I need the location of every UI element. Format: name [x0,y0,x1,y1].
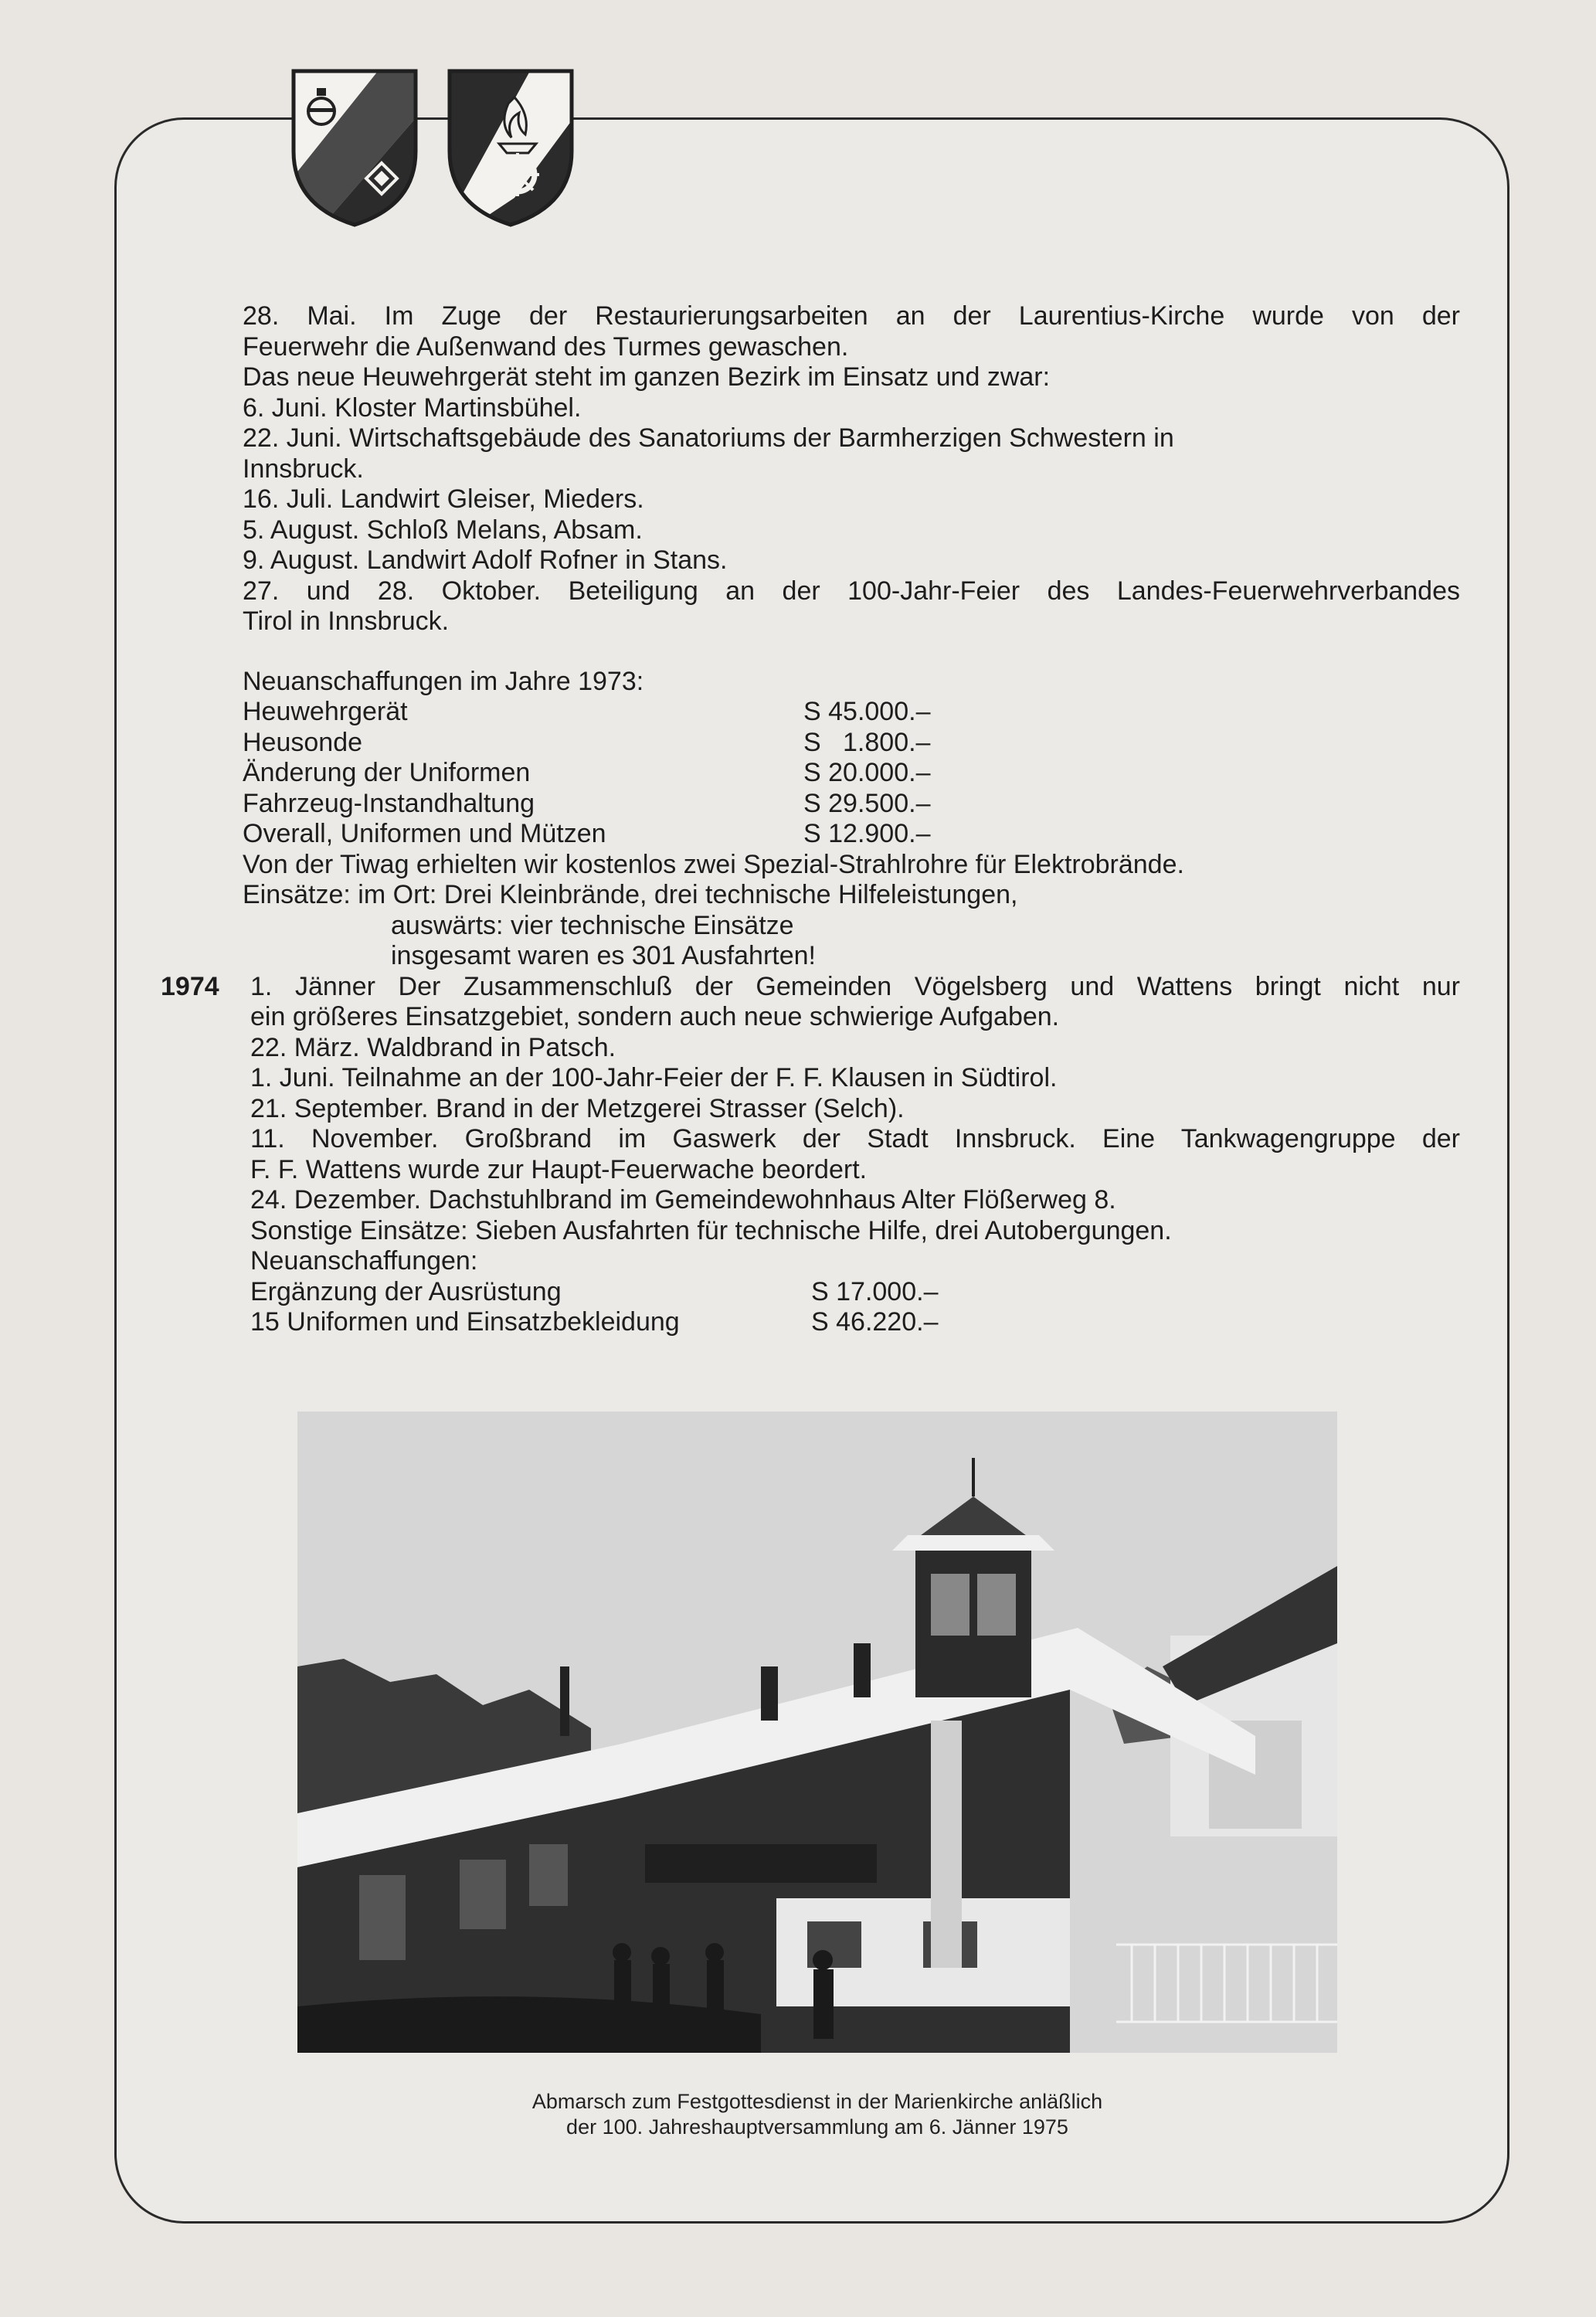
purchase-item: Overall, Uniformen und Mützen [243,819,606,848]
crests [289,66,578,232]
text-line: 1. Juni. Teilnahme an der 100-Jahr-Feier der F. F. Klausen in Südtirol. [250,1063,1058,1092]
purchase-amount: S 45.000.– [803,697,931,726]
text-line: Sonstige Einsätze: Sieben Ausfahrten für technische Hilfe, drei Autobergungen. [250,1215,1172,1245]
purchase-amount: S 29.500.– [803,788,931,818]
purchase-row [243,758,1460,789]
text-line: 28. Mai. Im Zuge der Restaurierungsarbeiten an der Laurentius-Kirche wurde von der [243,301,1460,331]
text-line: Das neue Heuwehrgerät steht im ganzen Bezirk im Einsatz und zwar: [243,362,1051,392]
text-line: 5. August. Schloß Melans, Absam. [243,515,643,545]
text-line: 21. September. Brand in der Metzgerei Strasser (Selch). [250,1093,905,1123]
text-line: 1. Jänner Der Zusammenschluß der Gemeinden Vögelsberg und Wattens bringt nicht nur [250,971,1460,1001]
text-line: ein größeres Einsatzgebiet, sondern auch neue schwierige Aufgaben. [250,1002,1060,1031]
purchase-row [243,819,1460,850]
fire-station-photo [297,1412,1337,2053]
text-line: 9. August. Landwirt Adolf Rofner in Stans. [243,545,728,575]
chronicle-text [161,301,1460,1338]
text-line: 6. Juni. Kloster Martinsbühel. [243,392,582,423]
text-line: 22. März. Waldbrand in Patsch. [250,1032,616,1062]
purchase-row [243,789,1460,820]
section-1974 [161,971,1460,1338]
einsaetze-line: insgesamt waren es 301 Ausfahrten! [391,941,816,970]
text-line: Tirol in Innsbruck. [243,606,450,636]
purchase-item: Fahrzeug-Instandhaltung [243,788,535,818]
purchase-item: Änderung der Uniformen [243,758,531,787]
text-line: F. F. Wattens wurde zur Haupt-Feuerwache beordert. [250,1154,868,1184]
purchase-amount: S 1.800.– [803,727,931,757]
einsaetze-line: auswärts: vier technische Einsätze [391,910,794,940]
purchase-row [250,1307,1460,1338]
tiwag-note: Von der Tiwag erhielten wir kostenlos zwei Spezial-Strahlrohre für Elektrobrände. [243,849,1184,879]
purchases-heading: Neuanschaffungen im Jahre 1973: [243,666,644,696]
purchase-item: 15 Uniformen und Einsatzbekleidung [250,1307,680,1337]
text-line: 11. November. Großbrand im Gaswerk der Stadt Innsbruck. Eine Tankwagengruppe der [250,1124,1460,1153]
fire-wheel-crest-icon [445,66,576,229]
purchase-amount: S 46.220.– [811,1307,939,1337]
text-line: Innsbruck. [243,454,364,484]
text-line: 22. Juni. Wirtschaftsgebäude des Sanatoriums der Barmherzigen Schwestern in [243,423,1174,453]
purchase-row [243,728,1460,759]
caption-line: Abmarsch zum Festgottesdienst in der Marienkirche anläßlich [531,2090,1103,2113]
purchase-amount: S 12.900.– [803,819,931,848]
purchase-item: Heuwehrgerät [243,697,408,726]
purchase-item: Ergänzung der Ausrüstung [250,1276,562,1306]
purchase-amount: S 17.000.– [811,1276,939,1306]
text-line: 24. Dezember. Dachstuhlbrand im Gemeindewohnhaus Alter Flößerweg 8. [250,1185,1116,1215]
caption-line: der 100. Jahreshauptversammlung am 6. Jänner 1975 [566,2115,1068,2139]
photo-caption [297,2089,1337,2140]
text-line: 16. Juli. Landwirt Gleiser, Mieders. [243,484,644,514]
section-1973 [243,301,1460,972]
einsaetze-line: Einsätze: im Ort: Drei Kleinbrände, drei technische Hilfeleistungen, [243,880,1018,909]
shield-crest-icon [289,66,420,229]
purchase-row [243,697,1460,728]
text-line: 27. und 28. Oktober. Beteiligung an der 100-Jahr-Feier des Landes-Feuerwehrverbandes [243,576,1460,606]
purchase-amount: S 20.000.– [803,758,931,787]
text-line: Feuerwehr die Außenwand des Turmes gewaschen. [243,331,849,362]
year-label: 1974 [161,971,219,1001]
text-line: Neuanschaffungen: [250,1246,478,1276]
purchase-row [250,1277,1460,1308]
purchase-item: Heusonde [243,727,363,757]
